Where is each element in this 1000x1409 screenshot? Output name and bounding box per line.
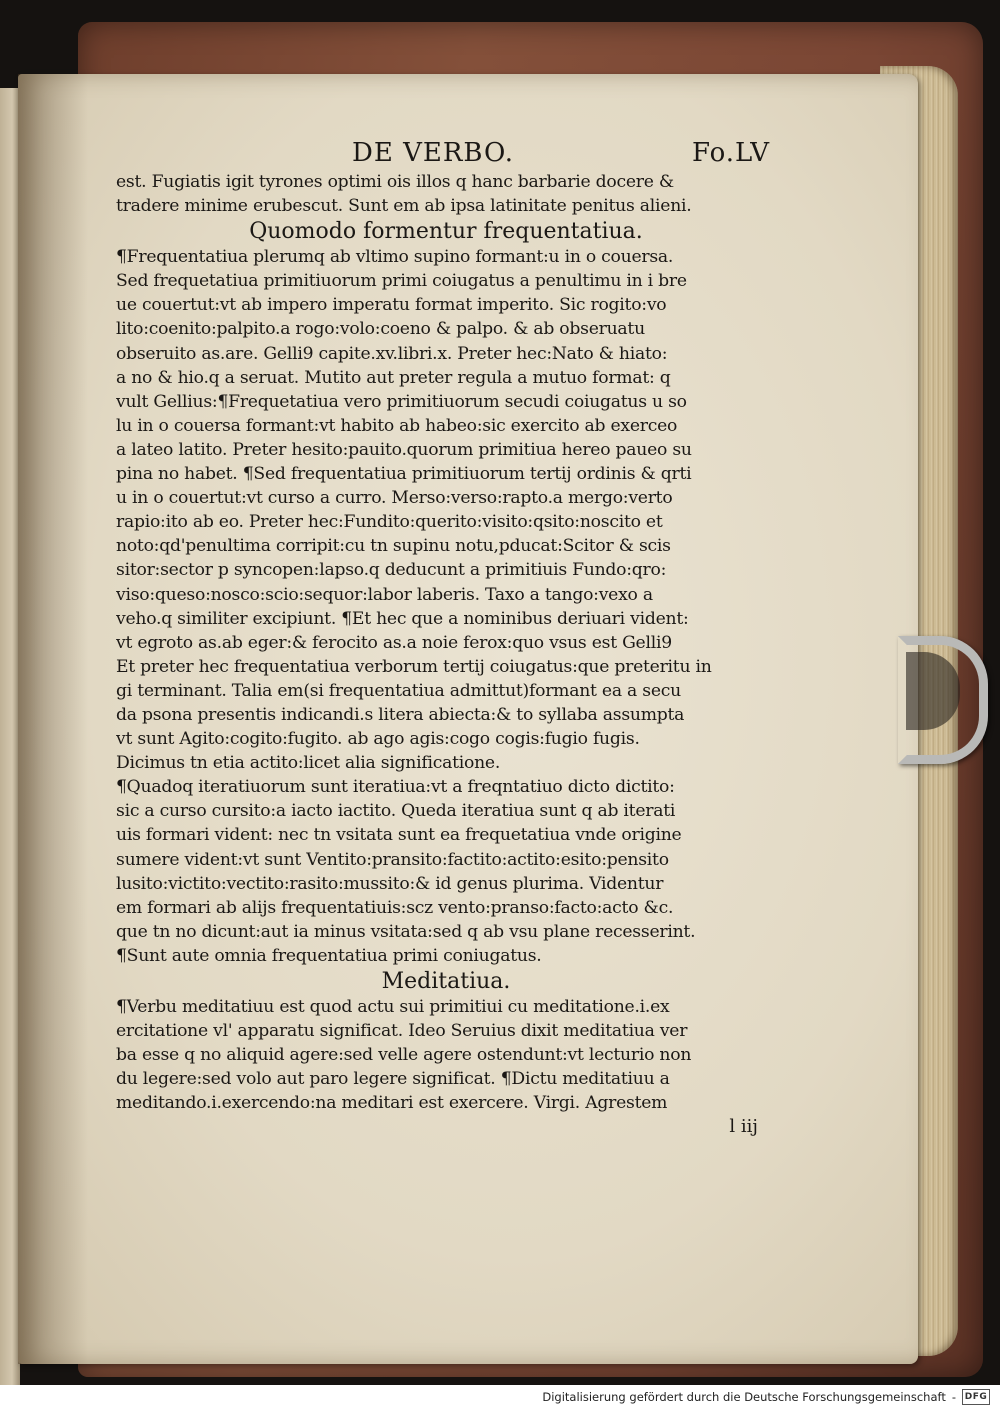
text-line: sic a curso cursito:a iacto iactito. Queda iteratiua sunt q ab iterati: [116, 801, 676, 822]
text-line: gi terminant. Talia em(si frequentatiua admittut)formant ea a secu: [116, 680, 681, 701]
text-line: ¶Quadoq iteratiuorum sunt iteratiua:vt a freqntatiuo dicto dictito:: [116, 777, 675, 798]
text-line: sumere vident:vt sunt Ventito:pransito:factito:actito:esito:pensito: [116, 849, 669, 870]
text-line: a no & hio.q a seruat. Mutito aut preter regula a mutuo format: q: [116, 367, 671, 388]
facing-page-edge: [0, 88, 20, 1385]
text-line: uis formari vident: nec tn vsitata sunt ea frequetatiua vnde origine: [116, 825, 682, 846]
digitization-footer: [0, 1385, 1000, 1409]
text-line: ba esse q no aliquid agere:sed velle agere ostendunt:vt lecturio non: [116, 1045, 692, 1066]
section-heading: Quomodo formentur frequentatiua.: [249, 219, 643, 245]
text-line: lusito:victito:vectito:rasito:mussito:& id genus plurima. Videntur: [116, 873, 664, 894]
metal-clasp: [898, 636, 988, 764]
text-line: viso:queso:nosco:scio:sequor:labor laberis. Taxo a tango:vexo a: [116, 584, 653, 605]
footer-separator: -: [951, 1390, 956, 1404]
text-line: ue couertut:vt ab impero imperatu format imperito. Sic rogito:vo: [116, 295, 667, 316]
dfg-logo: DFG: [962, 1389, 990, 1405]
book-page: [18, 74, 918, 1364]
text-line: est. Fugiatis igit tyrones optimi ois illos q hanc barbarie docere &: [116, 172, 674, 192]
text-line: noto:qd'penultima corripit:cu tn supinu notu,pducat:Scitor & scis: [116, 536, 671, 557]
text-line: lito:coenito:palpito.a rogo:volo:coeno & palpo. & ab obseruatu: [116, 319, 645, 340]
text-line: da psona presentis indicandi.s litera abiecta:& to syllaba assumpta: [116, 704, 685, 725]
text-line: meditando.i.exercendo:na meditari est exercere. Virgi. Agrestem: [116, 1093, 668, 1114]
text-line: du legere:sed volo aut paro legere significat. ¶Dictu meditatiuu a: [116, 1069, 670, 1090]
text-line: obseruito as.are. Gelli9 capite.xv.libri.x. Preter hec:Nato & hiato:: [116, 343, 668, 364]
text-line: rapio:ito ab eo. Preter hec:Fundito:querito:visito:qsito:noscito et: [116, 512, 663, 533]
text-line: vult Gellius:¶Frequetatiua vero primitiuorum secudi coiugatus u so: [116, 391, 687, 412]
text-block: [116, 138, 776, 1139]
text-line: sitor:sector p syncopen:lapso.q deducunt a primitiuis Fundo:qro:: [116, 560, 667, 581]
text-line: vt egroto as.ab eger:& ferocito as.a noie ferox:quo vsus est Gelli9: [116, 632, 672, 653]
text-line: ¶Verbu meditatiuu est quod actu sui primitiui cu meditatione.i.ex: [116, 997, 670, 1017]
signature-mark: l iij: [729, 1116, 758, 1138]
text-line: ¶Frequentatiua plerumq ab vltimo supino formant:u in o couersa.: [116, 247, 674, 268]
running-head: [116, 138, 776, 168]
text-line: a lateo latito. Preter hesito:pauito.quorum primitiua hereo paueo su: [116, 439, 692, 460]
text-line: Sed frequetatiua primitiuorum primi coiugatus a penultimu in i bre: [116, 271, 687, 292]
text-line: veho.q similiter excipiunt. ¶Et hec que a nominibus deriuari vident:: [116, 608, 689, 629]
text-line: ercitatione vl' apparatu significat. Ideo Seruius dixit meditatiua ver: [116, 1021, 688, 1042]
running-head-title: DE VERBO.: [352, 138, 515, 168]
text-line: Dicimus tn etia actito:licet alia significatione.: [116, 753, 501, 774]
text-line: pina no habet. ¶Sed frequentatiua primitiuorum tertij ordinis & qrti: [116, 464, 692, 485]
folio-number: Fo.LV: [691, 138, 770, 168]
text-line: tradere minime erubescut. Sunt em ab ipsa latinitate penitus alieni.: [116, 196, 692, 217]
text-line: ¶Sunt aute omnia frequentatiua primi coniugatus.: [116, 945, 542, 966]
text-line: lu in o couersa formant:vt habito ab habeo:sic exercito ab exerceo: [116, 415, 678, 436]
footer-credit: Digitalisierung gefördert durch die Deutsche Forschungsgemeinschaft: [542, 1390, 946, 1404]
section-heading: Meditatiua.: [381, 969, 511, 994]
text-line: em formari ab alijs frequentatiuis:scz vento:pranso:facto:acto &c.: [116, 897, 674, 918]
text-line: Et preter hec frequentatiua verborum tertij coiugatus:que preteritu in: [116, 656, 712, 677]
gutter-shadow: [18, 74, 88, 1364]
body-text: [116, 170, 776, 1115]
text-line: que tn no dicunt:aut ia minus vsitata:sed q ab vsu plane recesserint.: [116, 921, 696, 942]
text-line: u in o couertut:vt curso a curro. Merso:verso:rapto.a mergo:verto: [116, 488, 673, 509]
text-line: vt sunt Agito:cogito:fugito. ab ago agis:cogo cogis:fugio fugis.: [116, 729, 640, 750]
